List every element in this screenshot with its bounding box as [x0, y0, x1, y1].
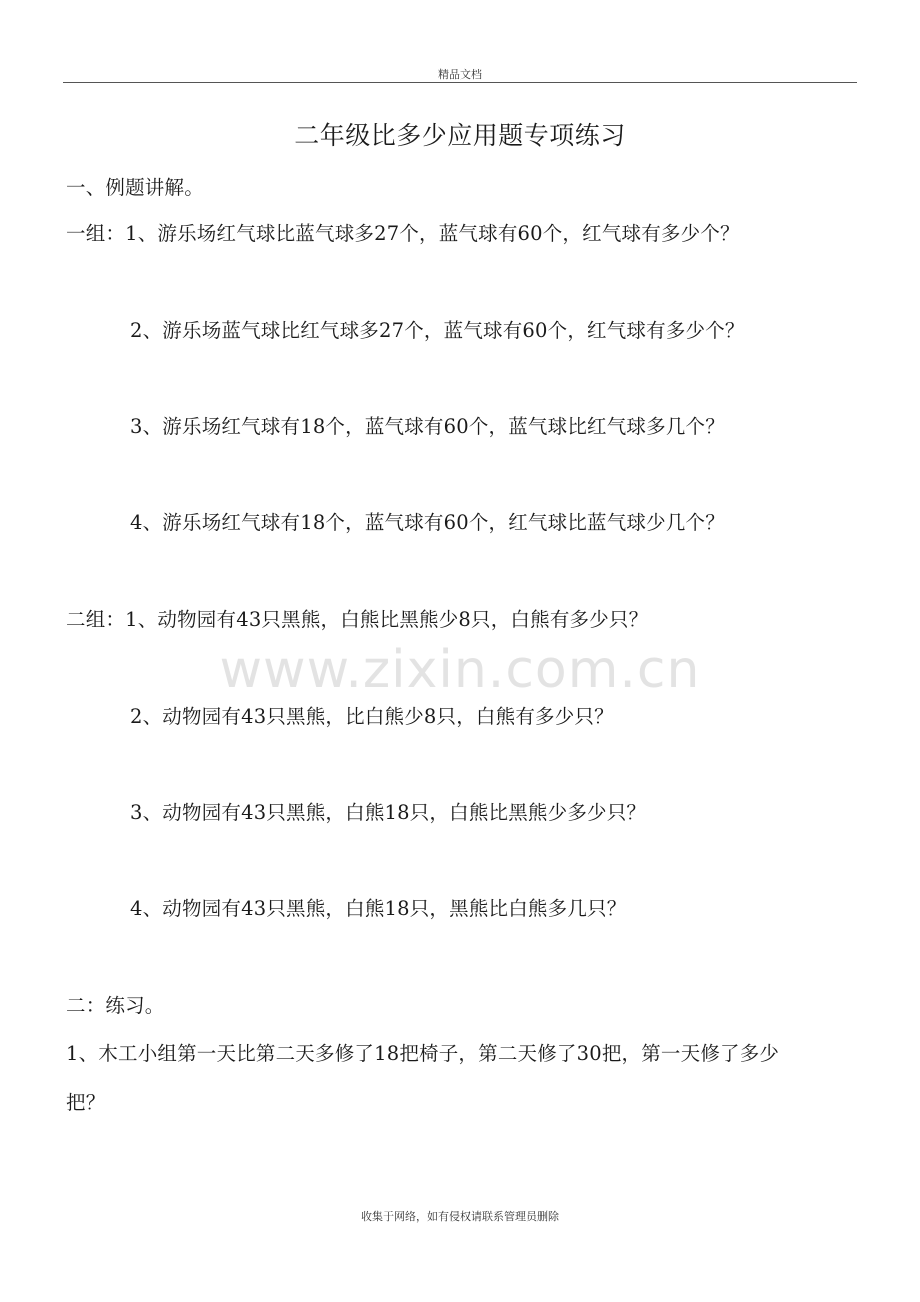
watermark: www.zixin.com.cn — [219, 640, 701, 700]
group2-question-4: 4、动物园有43只黑熊，白熊18只，黑熊比白熊多几只？ — [130, 897, 627, 920]
section1-heading: 一、例题讲解。 — [66, 176, 204, 199]
group1-question-1: 一组：1、游乐场红气球比蓝气球多27个，蓝气球有60个，红气球有多少个？ — [66, 222, 740, 245]
group1-question-2: 2、游乐场蓝气球比红气球多27个，蓝气球有60个，红气球有多少个？ — [130, 319, 745, 342]
document-title: 二年级比多少应用题专项练习 — [294, 121, 626, 150]
group2-question-3: 3、动物园有43只黑熊，白熊18只，白熊比黑熊少多少只？ — [130, 801, 647, 824]
footer-label: 收集于网络，如有侵权请联系管理员删除 — [361, 1210, 559, 1223]
group2-question-2: 2、动物园有43只黑熊，比白熊少8只，白熊有多少只？ — [130, 705, 614, 728]
header-rule — [63, 82, 857, 83]
group1-question-3: 3、游乐场红气球有18个，蓝气球有60个，蓝气球比红气球多几个？ — [130, 415, 725, 438]
practice-problem-1-line-2: 把？ — [66, 1091, 106, 1114]
header-label: 精品文档 — [438, 68, 482, 81]
practice-problem-1-line-1: 1、木工小组第一天比第二天多修了18把椅子，第二天修了30把，第一天修了多少 — [66, 1042, 780, 1065]
group2-question-1: 二组：1、动物园有43只黑熊，白熊比黑熊少8只，白熊有多少只？ — [66, 608, 649, 631]
section2-heading: 二：练习。 — [66, 994, 165, 1017]
group1-question-4: 4、游乐场红气球有18个，蓝气球有60个，红气球比蓝气球少几个？ — [130, 511, 725, 534]
